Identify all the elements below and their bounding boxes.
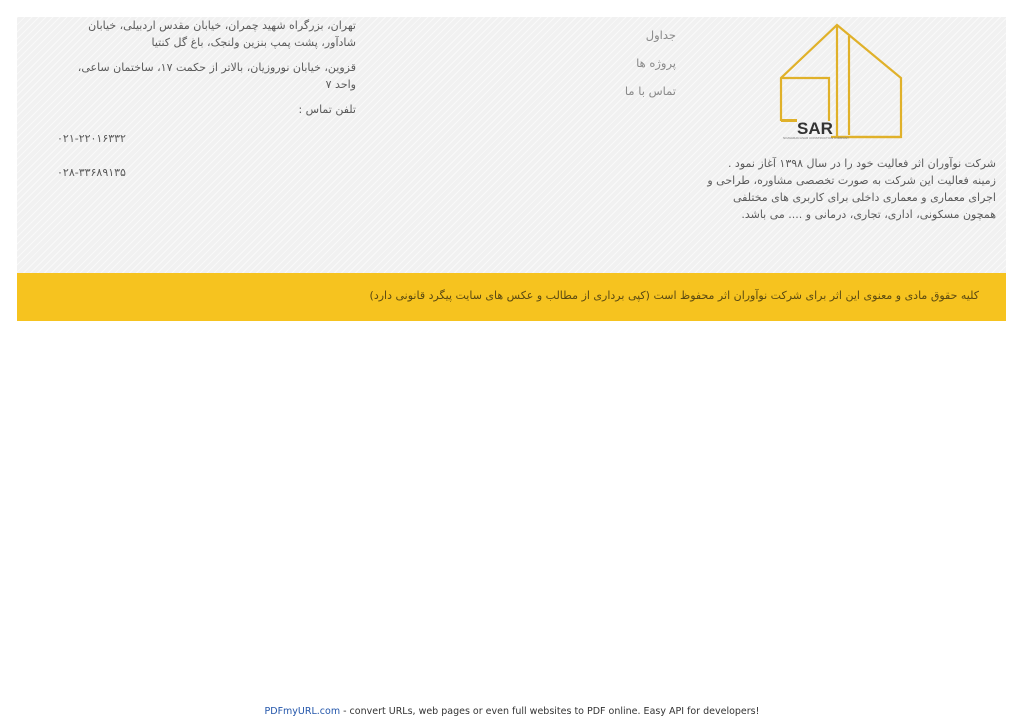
nav-link-projects[interactable]: پروژه ها: [636, 56, 676, 70]
site-footer: [17, 17, 1006, 273]
address-qazvin: قزوین، خیابان نوروزیان، بالاتر از حکمت ۱۷، ساختمان ساعی، واحد ۷: [77, 61, 356, 91]
logo-icon: [779, 21, 903, 139]
pdfmyurl-link[interactable]: PDFmyURL.com: [264, 706, 341, 717]
phone-number-2[interactable]: ۰۲۸-۳۳۶۸۹۱۳۵: [57, 166, 126, 179]
pdf-footer-text: - convert URLs, web pages or even full websites to PDF online. Easy API for developers!: [340, 706, 760, 717]
phone-number-1[interactable]: ۰۲۱-۲۲۰۱۶۳۳۲: [57, 132, 126, 145]
logo-text: SAR: [797, 119, 833, 138]
copyright-text: کلیه حقوق مادی و معنوی این اثر برای شرکت نوآوران اثر محفوظ است (کپی برداری از مطالب و عکس های سایت پیگرد قانونی دارد): [369, 289, 979, 302]
copyright-bar: [17, 273, 1006, 321]
about-description: شرکت نوآوران اثر فعالیت خود را در سال ۱۳۹۸ آغاز نمود . زمینه فعالیت این شرکت به صورت تخصصی مشاوره، طراحی و اجرای معماری و معماری داخلی برای کاربری های مختلفی همچون مسکونی، اداری، تجاری، درمانی و .... می باشد.: [707, 157, 996, 221]
phone-label: تلفن تماس :: [298, 103, 356, 116]
contact-column: [57, 17, 356, 194]
nav-link-contact[interactable]: تماس با ما: [624, 84, 676, 98]
company-logo[interactable]: [779, 21, 903, 139]
footer-nav: [577, 21, 676, 105]
nav-link-tables[interactable]: جداول: [645, 28, 676, 42]
logo-subtext: NOAVARAN ASAR CONSTRUCTION COMPANY: [783, 136, 850, 139]
pdf-generator-footer: [0, 706, 1024, 717]
address-tehran: تهران، بزرگراه شهید چمران، خیابان مقدس اردبیلی، خیابان شادآور، پشت پمپ بنزین ولنجک، باغ گل کنتیا: [88, 19, 356, 49]
